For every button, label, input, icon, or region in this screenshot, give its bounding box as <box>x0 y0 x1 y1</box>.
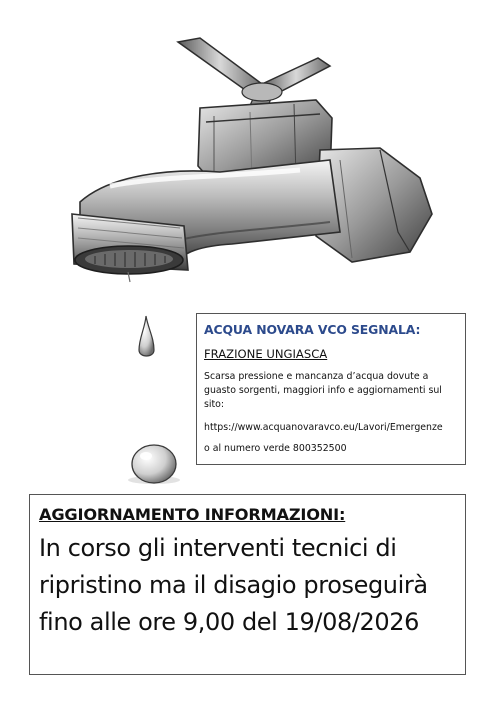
update-title: AGGIORNAMENTO INFORMAZIONI: <box>39 505 346 524</box>
water-drop-icon <box>139 316 154 356</box>
update-box <box>29 494 466 675</box>
notice-box <box>196 313 466 465</box>
update-body: In corso gli interventi tecnici di ripristino ma il disagio proseguirà fino alle ore 9,00 del 19/08/2026 <box>39 534 428 636</box>
notice-phone-number: o al numero verde 800352500 <box>204 443 347 454</box>
notice-website-link[interactable]: https://www.acquanovaravco.eu/Lavori/Emergenze <box>204 422 443 433</box>
water-drop-icon <box>128 445 180 484</box>
notice-title: ACQUA NOVARA VCO SEGNALA: <box>204 322 421 337</box>
faucet-spout <box>72 160 340 274</box>
notice-description: Scarsa pressione e mancanza d’acqua dovute a guasto sorgenti, maggiori info e aggiornamenti sul sito: <box>204 371 442 410</box>
notice-location: FRAZIONE UNGIASCA <box>204 347 328 361</box>
